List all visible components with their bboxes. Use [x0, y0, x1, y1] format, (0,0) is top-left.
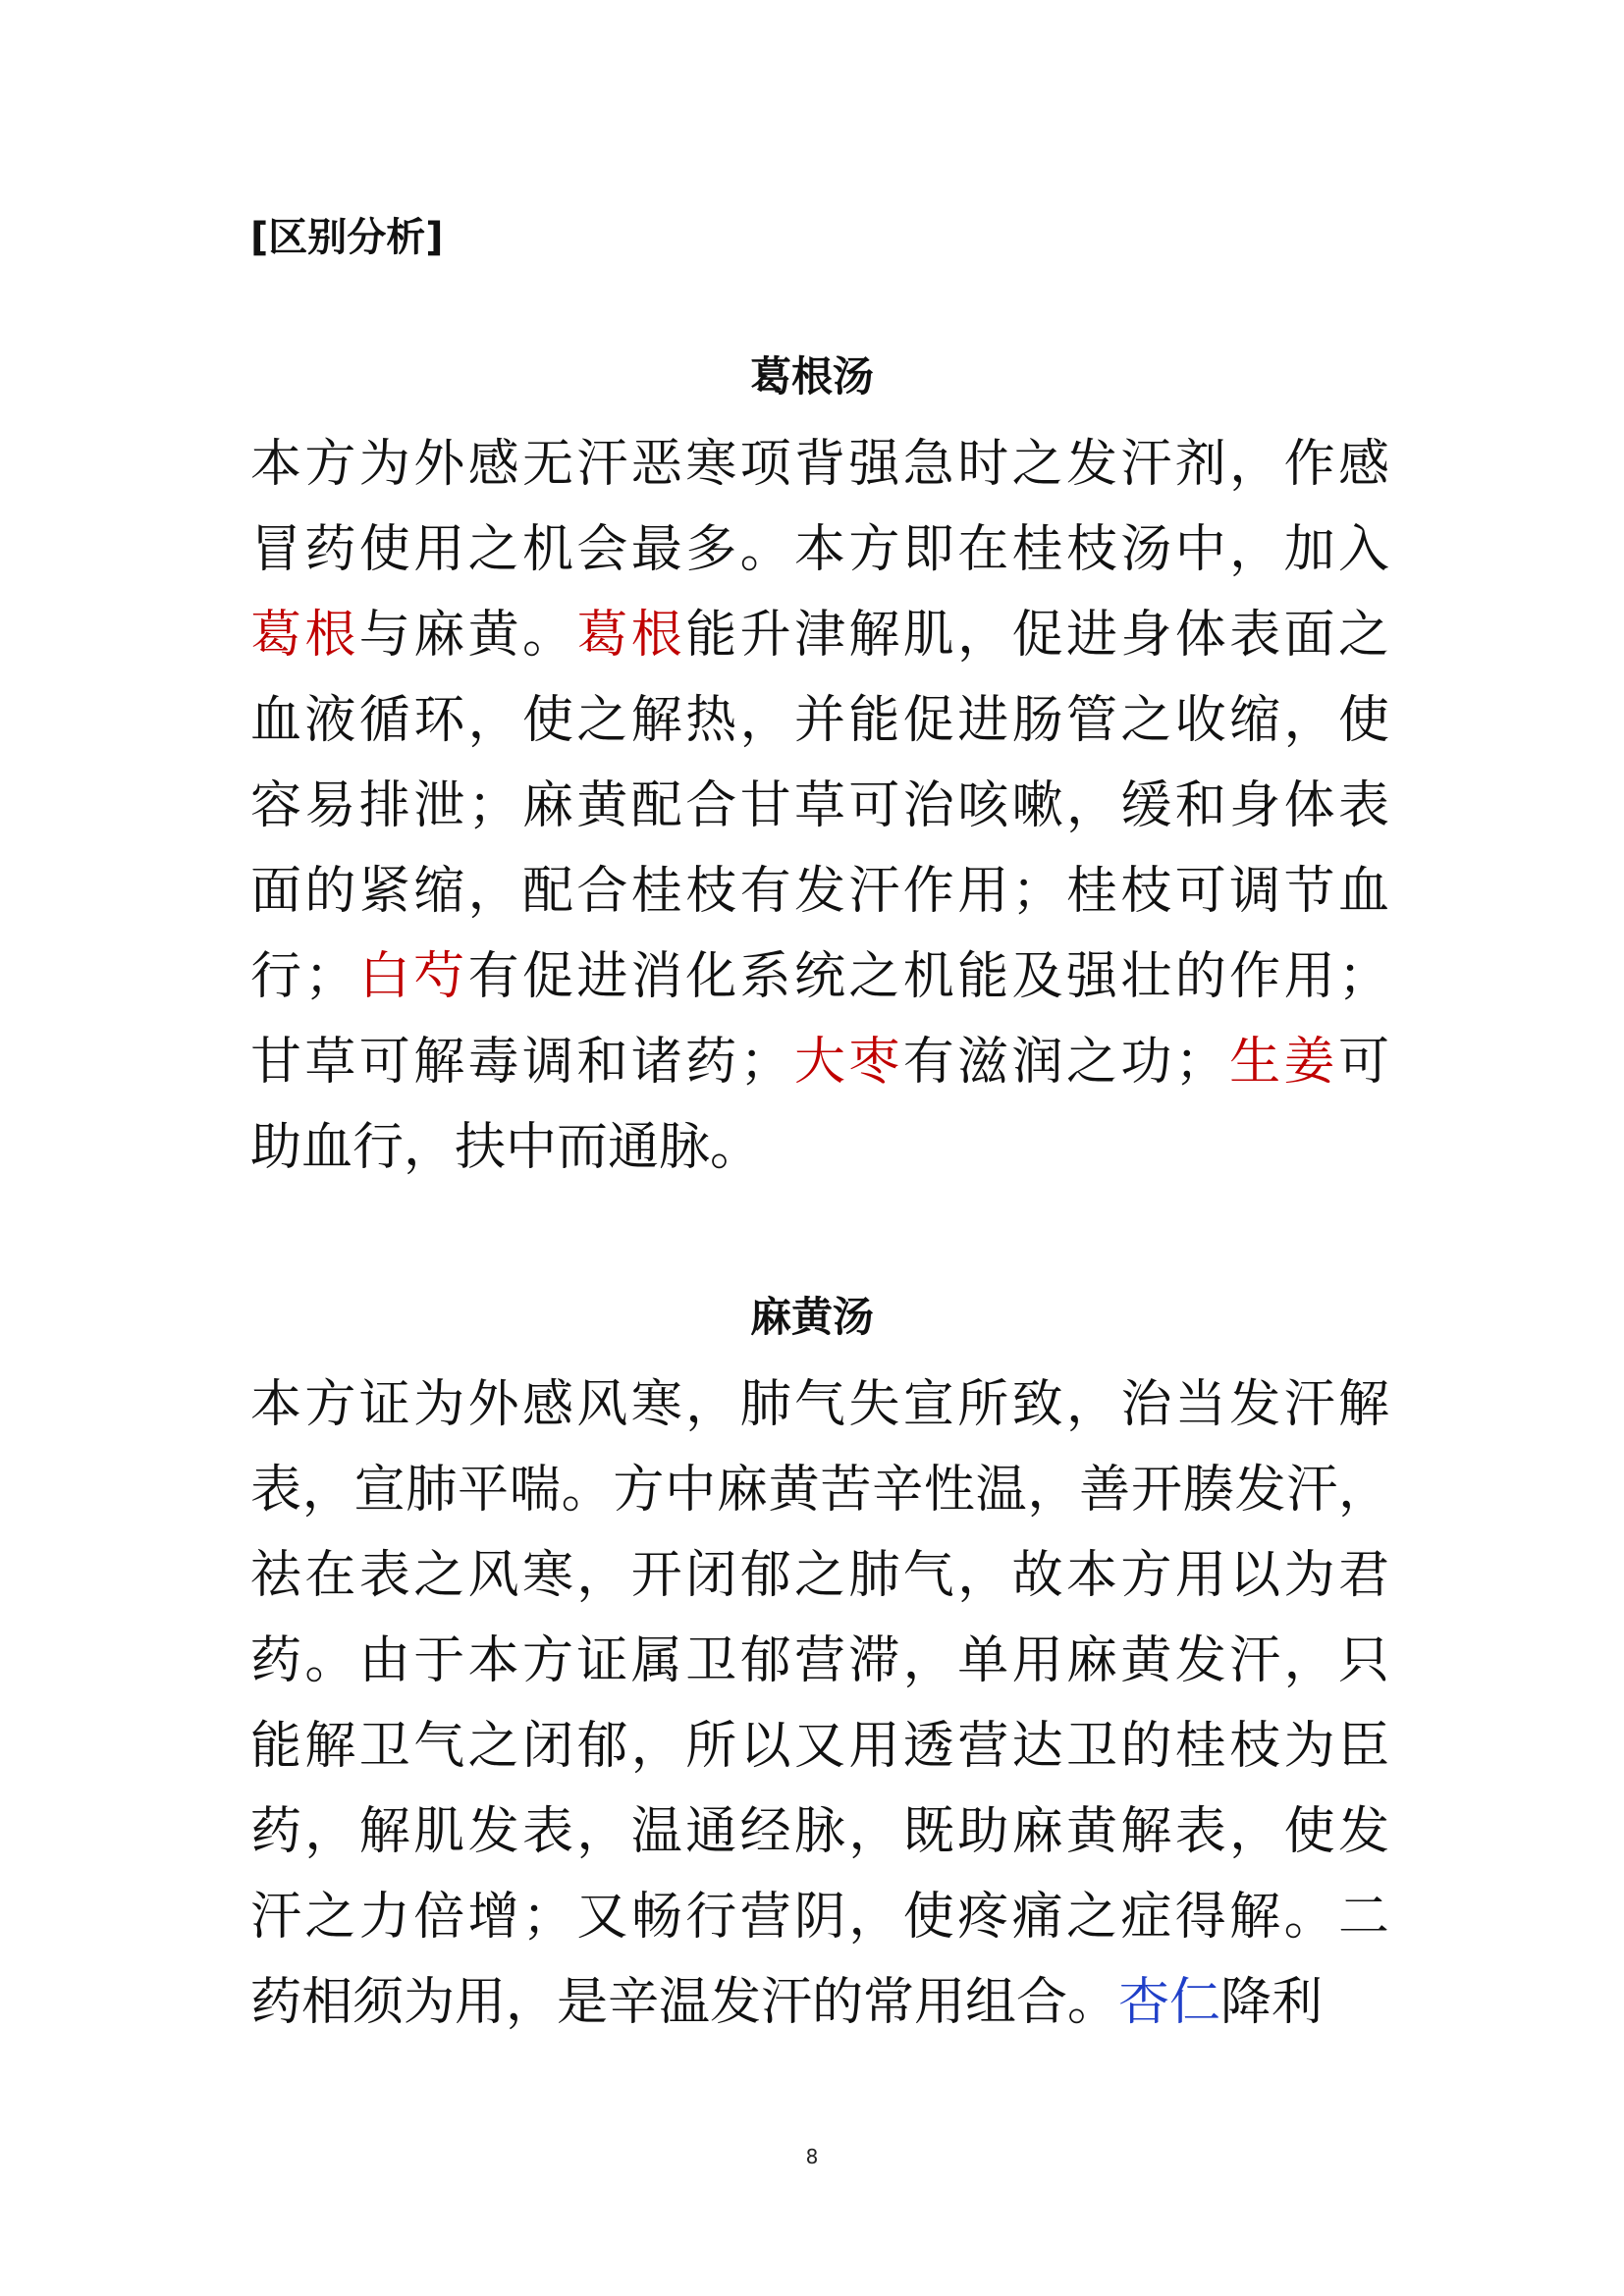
paragraph-gegen-tang	[250, 422, 1389, 1191]
section-heading: [区别分析]	[250, 215, 444, 260]
formula-title-gegen-tang: 葛根汤	[749, 352, 874, 400]
text-line	[250, 1960, 1389, 2046]
text-line	[250, 1619, 1389, 1704]
text-segment: 药相须为用，是辛温发汗的常用组合。	[250, 1973, 1119, 2032]
text-segment: 冒药使用之机会最多。本方即在桂枝汤中，加入	[250, 520, 1389, 579]
text-line	[250, 1704, 1389, 1789]
text-segment: 能升津解肌，促进身体表面之	[685, 606, 1389, 665]
text-segment: 可	[1337, 1033, 1389, 1092]
text-segment: 行；	[250, 947, 356, 1006]
herb-name-highlight: 大枣	[790, 1033, 903, 1092]
text-line	[250, 1875, 1389, 1960]
text-segment: 表，宣肺平喘。方中麻黄苦辛性温，善开腠发汗，	[250, 1461, 1389, 1520]
text-line	[250, 1789, 1389, 1875]
text-segment: 血液循环，使之解热，并能促进肠管之收缩，使	[250, 691, 1389, 750]
text-line	[250, 1533, 1389, 1619]
formula-title-mahuang-tang: 麻黄汤	[749, 1293, 874, 1341]
text-line	[250, 1105, 1389, 1191]
herb-name-highlight: 杏仁	[1118, 1973, 1221, 2032]
text-segment: 降利	[1220, 1973, 1324, 2032]
herb-name-highlight: 白芍	[355, 947, 468, 1006]
text-line	[250, 849, 1389, 934]
herb-name-highlight: 生姜	[1225, 1033, 1338, 1092]
text-segment: 有促进消化系统之机能及强壮的作用；	[467, 947, 1389, 1006]
page-number: 8	[805, 2145, 819, 2168]
text-segment: 汗之力倍增；又畅行营阴，使疼痛之症得解。二	[250, 1888, 1389, 1947]
text-segment: 面的紧缩，配合桂枝有发汗作用；桂枝可调节血	[250, 862, 1389, 921]
herb-name-highlight: 葛根	[250, 606, 359, 665]
text-segment: 容易排泄；麻黄配合甘草可治咳嗽，缓和身体表	[250, 776, 1389, 835]
herb-name-highlight: 葛根	[576, 606, 686, 665]
text-segment: 能解卫气之闭郁，所以又用透营达卫的桂枝为臣	[250, 1717, 1389, 1776]
text-line	[250, 1448, 1389, 1533]
text-line	[250, 1362, 1389, 1448]
text-line	[250, 678, 1389, 764]
text-line	[250, 934, 1389, 1020]
text-segment: 助血行，扶中而通脉。	[250, 1118, 762, 1177]
text-line	[250, 422, 1389, 507]
text-segment: 药。由于本方证属卫郁营滞，单用麻黄发汗，只	[250, 1631, 1389, 1690]
text-segment: 有滋润之功；	[902, 1033, 1226, 1092]
text-segment: 甘草可解毒调和诸药；	[250, 1033, 791, 1092]
text-line	[250, 764, 1389, 849]
text-segment: 本方为外感无汗恶寒项背强急时之发汗剂，作感	[250, 435, 1389, 494]
text-line	[250, 1020, 1389, 1105]
text-segment: 与麻黄。	[358, 606, 577, 665]
text-segment: 药，解肌发表，温通经脉，既助麻黄解表，使发	[250, 1802, 1389, 1861]
text-line	[250, 593, 1389, 678]
text-segment: 祛在表之风寒，开闭郁之肺气，故本方用以为君	[250, 1546, 1389, 1605]
text-segment: 本方证为外感风寒，肺气失宣所致，治当发汗解	[250, 1375, 1389, 1434]
paragraph-mahuang-tang	[250, 1362, 1389, 2046]
text-line	[250, 507, 1389, 593]
